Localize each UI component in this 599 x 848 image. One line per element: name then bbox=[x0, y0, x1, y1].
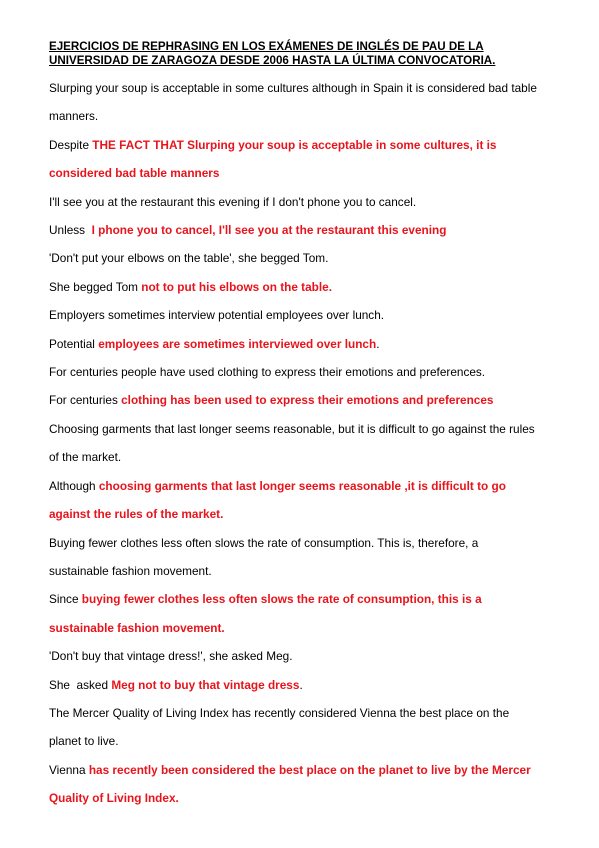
exercise-line bbox=[49, 500, 569, 528]
sentence-text: She begged Tom bbox=[49, 279, 142, 294]
exercise-line bbox=[49, 557, 569, 585]
exercise-line bbox=[49, 358, 569, 386]
sentence-text: Despite bbox=[49, 137, 93, 152]
sentence-text: Vienna bbox=[49, 762, 89, 777]
exercise-line bbox=[49, 244, 569, 272]
exercise-line bbox=[49, 131, 569, 159]
exercise-line bbox=[49, 472, 569, 500]
exercise-line bbox=[49, 74, 569, 102]
exercise-line bbox=[49, 159, 569, 187]
document-title bbox=[49, 40, 569, 68]
exercise-line bbox=[49, 301, 569, 329]
exercise-line bbox=[49, 529, 569, 557]
answer-text: Quality of Living Index. bbox=[49, 791, 179, 806]
answer-text: employees are sometimes interviewed over lunch bbox=[98, 336, 377, 351]
exercise-line bbox=[49, 102, 569, 130]
exercise-line bbox=[49, 386, 569, 414]
exercise-line bbox=[49, 614, 569, 642]
sentence-text: She asked bbox=[49, 677, 112, 692]
exercise-line bbox=[49, 216, 569, 244]
sentence-text: Unless bbox=[49, 223, 92, 238]
sentence-text: 'Don't buy that vintage dress!', she asked Meg. bbox=[49, 649, 293, 664]
sentence-text: I'll see you at the restaurant this evening if I don't phone you to cancel. bbox=[49, 194, 417, 209]
exercise-line bbox=[49, 273, 569, 301]
sentence-text: Potential bbox=[49, 336, 99, 351]
sentence-text: The Mercer Quality of Living Index has recently considered Vienna the best place on the bbox=[49, 705, 510, 720]
exercise-line bbox=[49, 642, 569, 670]
title-line-1: EJERCICIOS DE REPHRASING EN LOS EXÁMENES DE INGLÉS DE PAU DE LA bbox=[49, 40, 484, 53]
exercise-line bbox=[49, 671, 569, 699]
answer-text: clothing has been used to express their emotions and preferences bbox=[121, 393, 494, 408]
sentence-text: Since bbox=[49, 592, 82, 607]
title-line-2: UNIVERSIDAD DE ZARAGOZA DESDE 2006 HASTA LA ÚLTIMA CONVOCATORIA. bbox=[49, 54, 496, 67]
sentence-text: Although bbox=[49, 478, 99, 493]
sentence-text: Buying fewer clothes less often slows the rate of consumption. This is, therefore, a bbox=[49, 535, 479, 550]
sentence-text: Slurping your soup is acceptable in some cultures although in Spain it is considered bad table bbox=[49, 81, 537, 95]
document-page bbox=[49, 40, 569, 813]
exercise-line bbox=[49, 330, 569, 358]
sentence-text: Choosing garments that last longer seems reasonable, but it is difficult to go against the rules bbox=[49, 421, 535, 436]
answer-text: choosing garments that last longer seems reasonable ,it is difficult to go bbox=[98, 478, 506, 493]
exercise-line bbox=[49, 699, 569, 727]
exercise-line bbox=[49, 784, 569, 812]
sentence-text: of the market. bbox=[49, 450, 122, 465]
sentence-text: manners. bbox=[49, 109, 99, 124]
sentence-text: planet to live. bbox=[49, 734, 119, 749]
answer-text: has recently been considered the best place on the planet to live by the Mercer bbox=[88, 762, 531, 777]
answer-text: buying fewer clothes less often slows the rate of consumption, this is a bbox=[81, 592, 482, 607]
answer-text: I phone you to cancel, I'll see you at the restaurant this evening bbox=[91, 223, 447, 238]
answer-text: Meg not to buy that vintage dress bbox=[111, 677, 300, 692]
answer-text: against the rules of the market. bbox=[49, 507, 224, 522]
sentence-tail: . bbox=[299, 677, 303, 692]
exercise-line bbox=[49, 585, 569, 613]
exercise-line bbox=[49, 188, 569, 216]
sentence-text: For centuries people have used clothing to express their emotions and preferences. bbox=[49, 365, 486, 380]
exercise-line bbox=[49, 756, 569, 784]
exercise-line bbox=[49, 415, 569, 443]
sentence-text: Employers sometimes interview potential employees over lunch. bbox=[49, 308, 385, 323]
sentence-text: 'Don't put your elbows on the table', she begged Tom. bbox=[49, 251, 329, 266]
sentence-tail: . bbox=[376, 336, 380, 351]
sentence-text: sustainable fashion movement. bbox=[49, 563, 212, 578]
answer-text: not to put his elbows on the table. bbox=[141, 279, 332, 294]
exercise-list bbox=[49, 74, 569, 813]
sentence-text: For centuries bbox=[49, 393, 122, 408]
answer-text: sustainable fashion movement. bbox=[49, 620, 225, 635]
exercise-line bbox=[49, 727, 569, 755]
exercise-line bbox=[49, 443, 569, 471]
answer-text: considered bad table manners bbox=[49, 166, 220, 181]
answer-text: THE FACT THAT Slurping your soup is acceptable in some cultures, it is bbox=[92, 137, 497, 152]
